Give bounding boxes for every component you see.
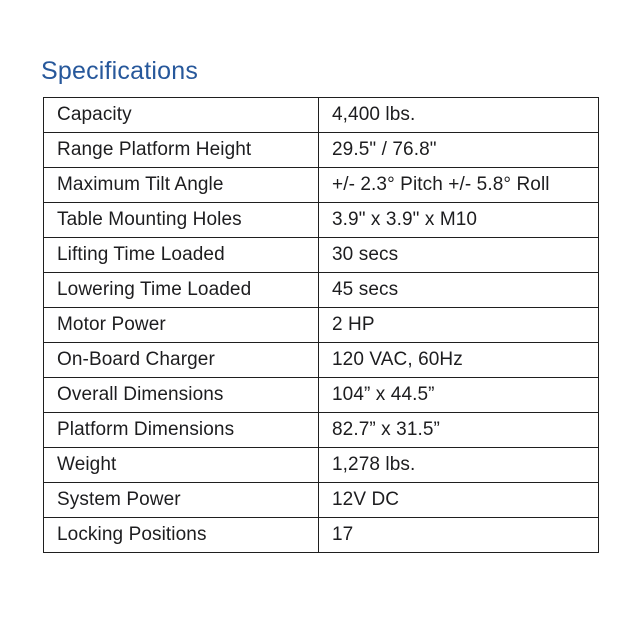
table-row (44, 378, 599, 413)
spec-value: 1,278 lbs. (319, 448, 599, 483)
specifications-table (43, 97, 599, 553)
spec-label: Range Platform Height (44, 133, 319, 168)
spec-label: Weight (44, 448, 319, 483)
table-row (44, 168, 599, 203)
table-row (44, 203, 599, 238)
table-row (44, 448, 599, 483)
spec-label: Lifting Time Loaded (44, 238, 319, 273)
spec-label: Maximum Tilt Angle (44, 168, 319, 203)
spec-value: 30 secs (319, 238, 599, 273)
table-row (44, 273, 599, 308)
table-row (44, 133, 599, 168)
table-row (44, 518, 599, 553)
table-row (44, 413, 599, 448)
spec-value: 104” x 44.5” (319, 378, 599, 413)
spec-label: Locking Positions (44, 518, 319, 553)
spec-value: 12V DC (319, 483, 599, 518)
spec-label: Lowering Time Loaded (44, 273, 319, 308)
spec-value: 17 (319, 518, 599, 553)
spec-label: Platform Dimensions (44, 413, 319, 448)
spec-label: Overall Dimensions (44, 378, 319, 413)
specifications-table-body (44, 98, 599, 553)
table-row (44, 308, 599, 343)
spec-value: 29.5" / 76.8" (319, 133, 599, 168)
spec-value: 4,400 lbs. (319, 98, 599, 133)
spec-value: +/- 2.3° Pitch +/- 5.8° Roll (319, 168, 599, 203)
page-title: Specifications (41, 57, 199, 85)
spec-label: Capacity (44, 98, 319, 133)
table-row (44, 483, 599, 518)
table-row (44, 238, 599, 273)
table-row (44, 343, 599, 378)
spec-value: 45 secs (319, 273, 599, 308)
table-row (44, 98, 599, 133)
spec-value: 3.9" x 3.9" x M10 (319, 203, 599, 238)
spec-label: System Power (44, 483, 319, 518)
spec-label: Table Mounting Holes (44, 203, 319, 238)
spec-value: 82.7” x 31.5” (319, 413, 599, 448)
spec-label: Motor Power (44, 308, 319, 343)
spec-label: On-Board Charger (44, 343, 319, 378)
spec-value: 120 VAC, 60Hz (319, 343, 599, 378)
spec-value: 2 HP (319, 308, 599, 343)
